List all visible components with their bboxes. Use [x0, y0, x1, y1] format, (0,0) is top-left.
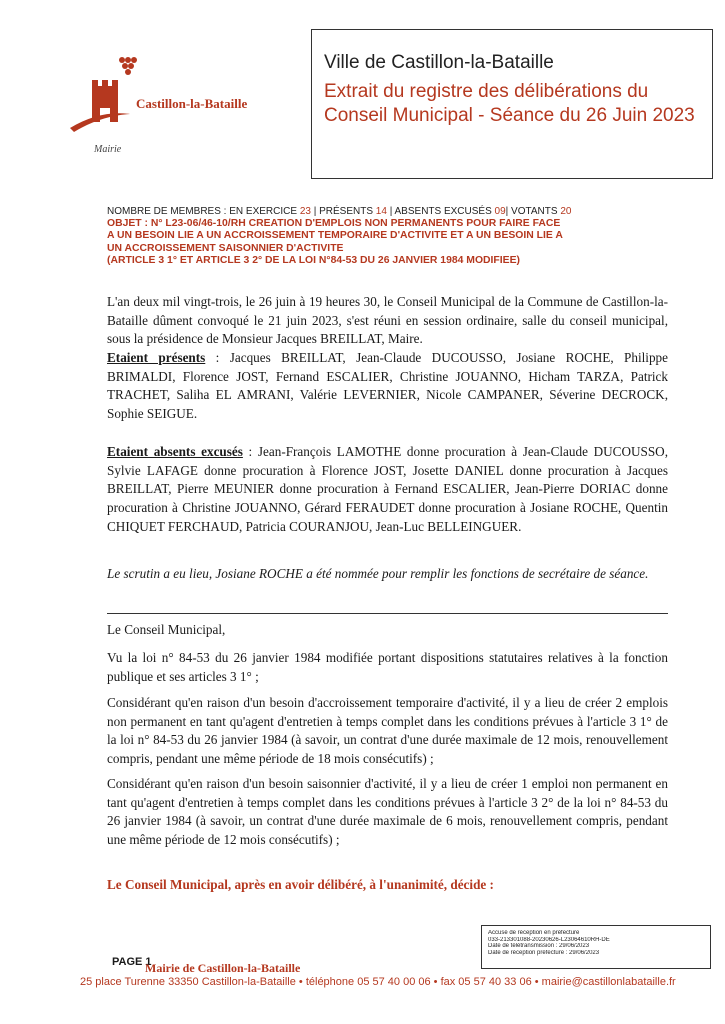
logo-subtitle: Mairie [94, 144, 122, 155]
footer-address: 25 place Turenne 33350 Castillon-la-Bataille • téléphone 05 57 40 00 06 • fax 05 57 40 33 06 • mairie@castillonlabataille.fr [80, 976, 676, 988]
object-line-2: A UN BESOIN LIE A UN ACCROISSEMENT TEMPORAIRE D'ACTIVITE ET A UN BESOIN LIE A [107, 230, 563, 242]
object-line-4: (ARTICLE 3 1° ET ARTICLE 3 2° DE LA LOI N°84-53 DU 26 JANVIER 1984 MODIFIEE) [107, 255, 520, 267]
conseil-heading: Le Conseil Municipal, [107, 622, 226, 637]
members-votants: 20 [560, 206, 572, 217]
scrutin-paragraph: Le scrutin a eu lieu, Josiane ROCHE a été nommée pour remplir les fonctions de secrétaire de séance. [107, 566, 649, 581]
logo-name: Castillon-la-Bataille [136, 96, 248, 111]
members-presents-label: | PRÉSENTS [313, 206, 373, 217]
considerant-1-paragraph: Considérant qu'en raison d'un besoin d'accroissement temporaire d'activité, il y a lieu de créer 2 emplois non permanent en tant qu'agent d'entretien à temps complet dans les conditions prévues à l'article 3 1° de la loi n° 84-53 du 26 janvier 1984 (à savoir, un contrat d'une durée maximale de 12 mois, renouvellement compris, pendant une même période de 18 mois consécutifs) ; [107, 695, 668, 767]
intro-paragraph: L'an deux mil vingt-trois, le 26 juin à 19 heures 30, le Conseil Municipal de la Commune de Castillon-la-Bataille dûment convoqué le 21 juin 2023, s'est réuni en session ordinaire, salle du conseil municipal, sous la présidence de Monsieur Jacques BREILLAT, Maire. [107, 294, 668, 347]
absents-paragraph [107, 443, 668, 537]
deliberation-object [107, 218, 667, 268]
city-name: Ville de Castillon-la-Bataille [324, 52, 554, 73]
members-votants-label: | VOTANTS [505, 206, 558, 217]
page-number: PAGE 1 [112, 956, 152, 968]
presents-list: : Jacques BREILLAT, Jean-Claude DUCOUSSO, Josiane ROCHE, Philippe BRIMALDI, Florence JOST, Fernand ESCALIER, Christine JOUANNO, Hicham TARZA, Patrick TRACHET, Saliha EL AMRANI, Valérie LEVERNIER, Nicole CAMPANER, Séverine DECROCK, Sophie SEIGUE. [107, 350, 668, 422]
members-presents: 14 [375, 206, 387, 217]
presents-paragraph [107, 349, 668, 424]
prefecture-receipt-stamp [481, 925, 711, 969]
object-line-1: OBJET : N° L23-06/46-10/RH CREATION D'EMPLOIS NON PERMANENTS POUR FAIRE FACE [107, 218, 561, 229]
separator-line [107, 613, 668, 614]
receipt-line-3: Date de télétransmission : 29/06/2023 [488, 943, 590, 950]
city-logo [70, 52, 290, 162]
absents-list: : Jean-François LAMOTHE donne procuration à Jean-Claude DUCOUSSO, Sylvie LAFAGE donne procuration à Florence JOST, Josette DANIEL donne procuration à Jacques BREILLAT, Pierre MEUNIER donne procuration à Fernand ESCALIER, Jean-Pierre DORIAC donne procuration à Christine JOUANNO, Gérard FERAUDET donne procuration à Josiane ROCHE, Quentin CHIQUET FERCHAUD, Patricia COURANJOU, Jean-Luc BELLEINGUER. [107, 444, 668, 534]
header-title-box [311, 29, 713, 179]
presents-label: Etaient présents [107, 350, 206, 365]
object-line-3: UN ACCROISSEMENT SAISONNIER D'ACTIVITE [107, 242, 344, 254]
members-prefix: NOMBRE DE MEMBRES : EN EXERCICE [107, 206, 298, 217]
footer-mairie-name: Mairie de Castillon-la-Bataille [145, 961, 301, 975]
members-absents: 09 [494, 206, 506, 217]
absents-label: Etaient absents excusés [107, 444, 243, 459]
members-absents-label: | ABSENTS EXCUSÉS [389, 206, 492, 217]
receipt-line-2: 033-213301088-20230626-L23064610RH-DE [488, 936, 610, 943]
receipt-line-1: Accusé de réception en préfecture [488, 930, 580, 936]
members-count-line [107, 206, 571, 217]
receipt-line-4: Date de réception préfecture : 29/06/2023 [488, 949, 600, 956]
members-en-exercice: 23 [299, 206, 311, 217]
decision-heading: Le Conseil Municipal, après en avoir délibéré, à l'unanimité, décide : [107, 877, 494, 892]
vu-paragraph: Vu la loi n° 84-53 du 26 janvier 1984 modifiée portant dispositions statutaires relatives à la fonction publique et ses articles 3 1° ; [107, 650, 668, 684]
castle-tower-grapes-icon [70, 52, 140, 144]
considerant-2-paragraph: Considérant qu'en raison d'un besoin saisonnier d'activité, il y a lieu de créer 1 emploi non permanent en tant qu'agent d'entretien à temps complet dans les conditions prévues à l'article 3 2° de la loi n° 84-53 du 26 janvier 1984 (à savoir, un contrat d'une durée maximale de 6 mois, renouvellement compris, pendant une même période de 12 mois consécutifs) ; [107, 776, 668, 848]
document-title: Extrait du registre des délibérations du Conseil Municipal - Séance du 26 Juin 2023 [324, 81, 695, 126]
